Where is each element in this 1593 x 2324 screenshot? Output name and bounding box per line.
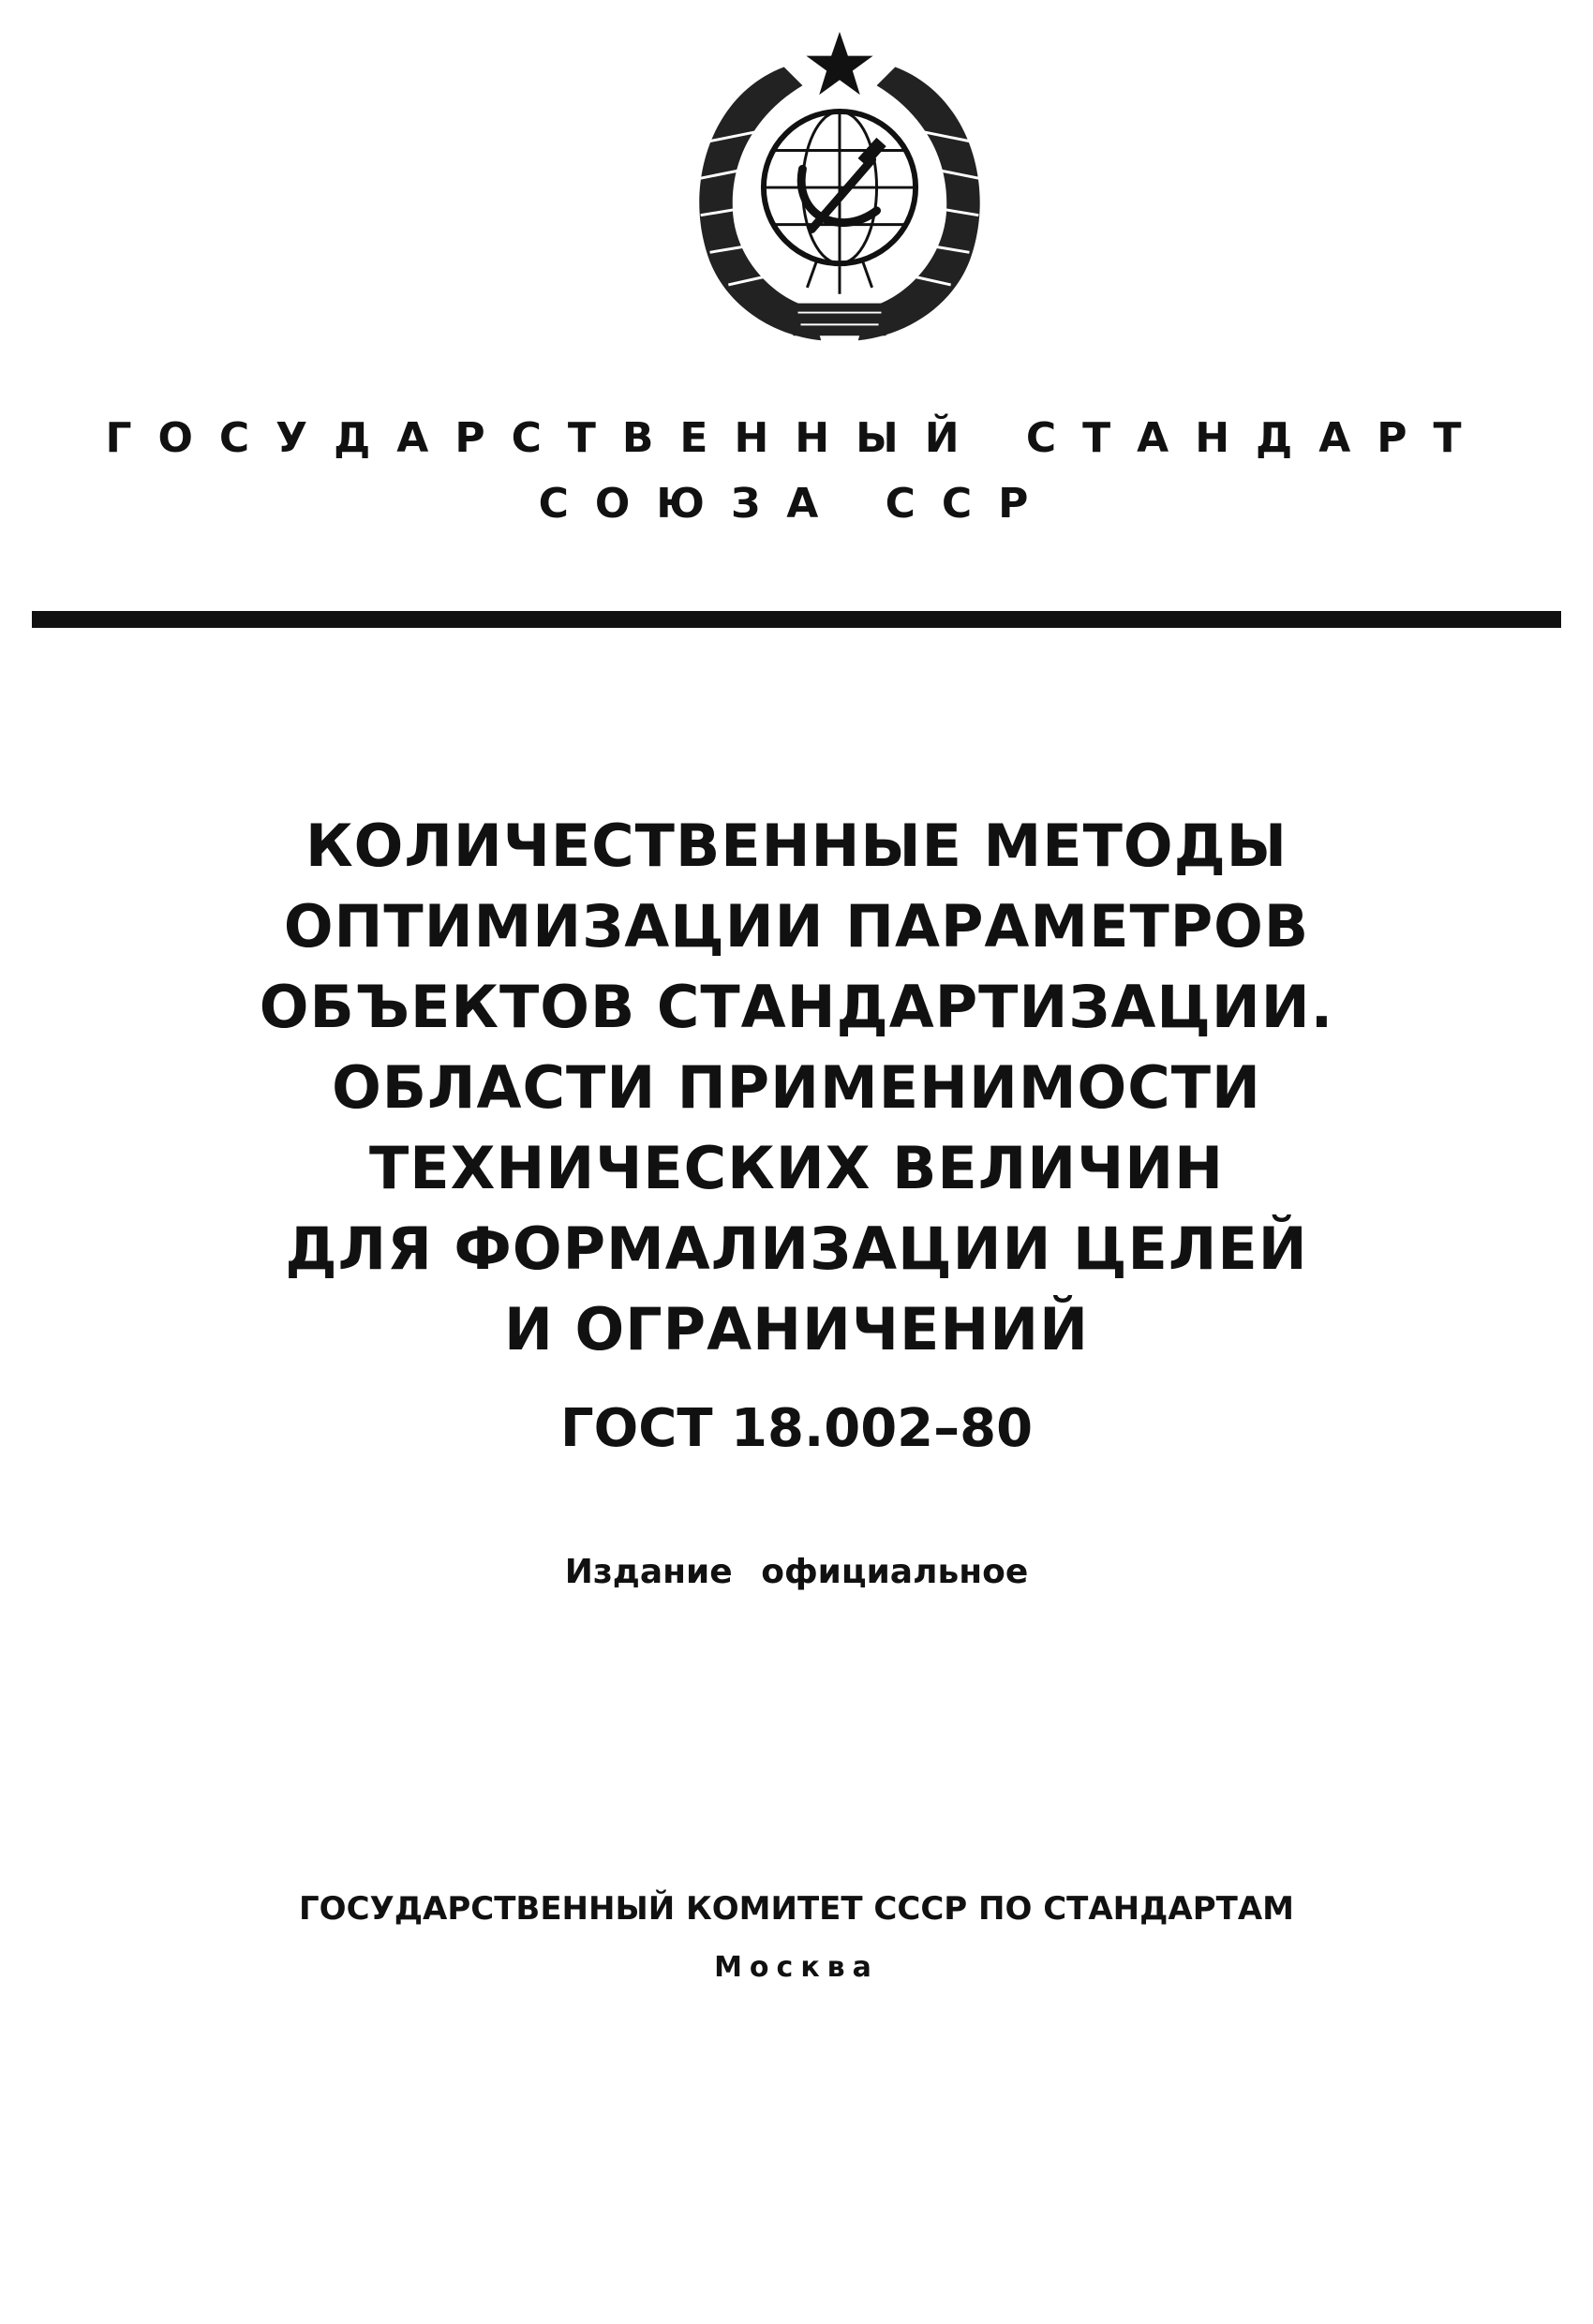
edition-label: Издание официальное bbox=[564, 1553, 1029, 1591]
title-line-5: ТЕХНИЧЕСКИХ ВЕЛИЧИН bbox=[368, 1134, 1224, 1202]
publication-city: Москва bbox=[714, 1951, 879, 1984]
publisher-name: ГОСУДАРСТВЕННЫЙ КОМИТЕТ СССР ПО СТАНДАРТАМ bbox=[299, 1890, 1294, 1928]
ussr-state-emblem-icon bbox=[673, 28, 1006, 356]
gost-number: ГОСТ 18.002–80 bbox=[559, 1398, 1034, 1459]
title-line-1: КОЛИЧЕСТВЕННЫЕ МЕТОДЫ bbox=[305, 812, 1288, 880]
title-line-3: ОБЪЕКТОВ СТАНДАРТИЗАЦИИ. bbox=[259, 973, 1334, 1041]
title-line-7: И ОГРАНИЧЕНИЙ bbox=[503, 1295, 1089, 1363]
title-line-6: ДЛЯ ФОРМАЛИЗАЦИИ ЦЕЛЕЙ bbox=[285, 1214, 1308, 1283]
header-title-line-1: ГОСУДАРСТВЕННЫЙ СТАНДАРТ bbox=[105, 414, 1488, 462]
header-title-line-2: СОЮЗА ССР bbox=[538, 480, 1055, 528]
title-line-4: ОБЛАСТИ ПРИМЕНИМОСТИ bbox=[332, 1053, 1261, 1122]
horizontal-rule bbox=[32, 611, 1561, 628]
title-line-2: ОПТИМИЗАЦИИ ПАРАМЕТРОВ bbox=[283, 892, 1310, 961]
document-title bbox=[0, 806, 1593, 1370]
